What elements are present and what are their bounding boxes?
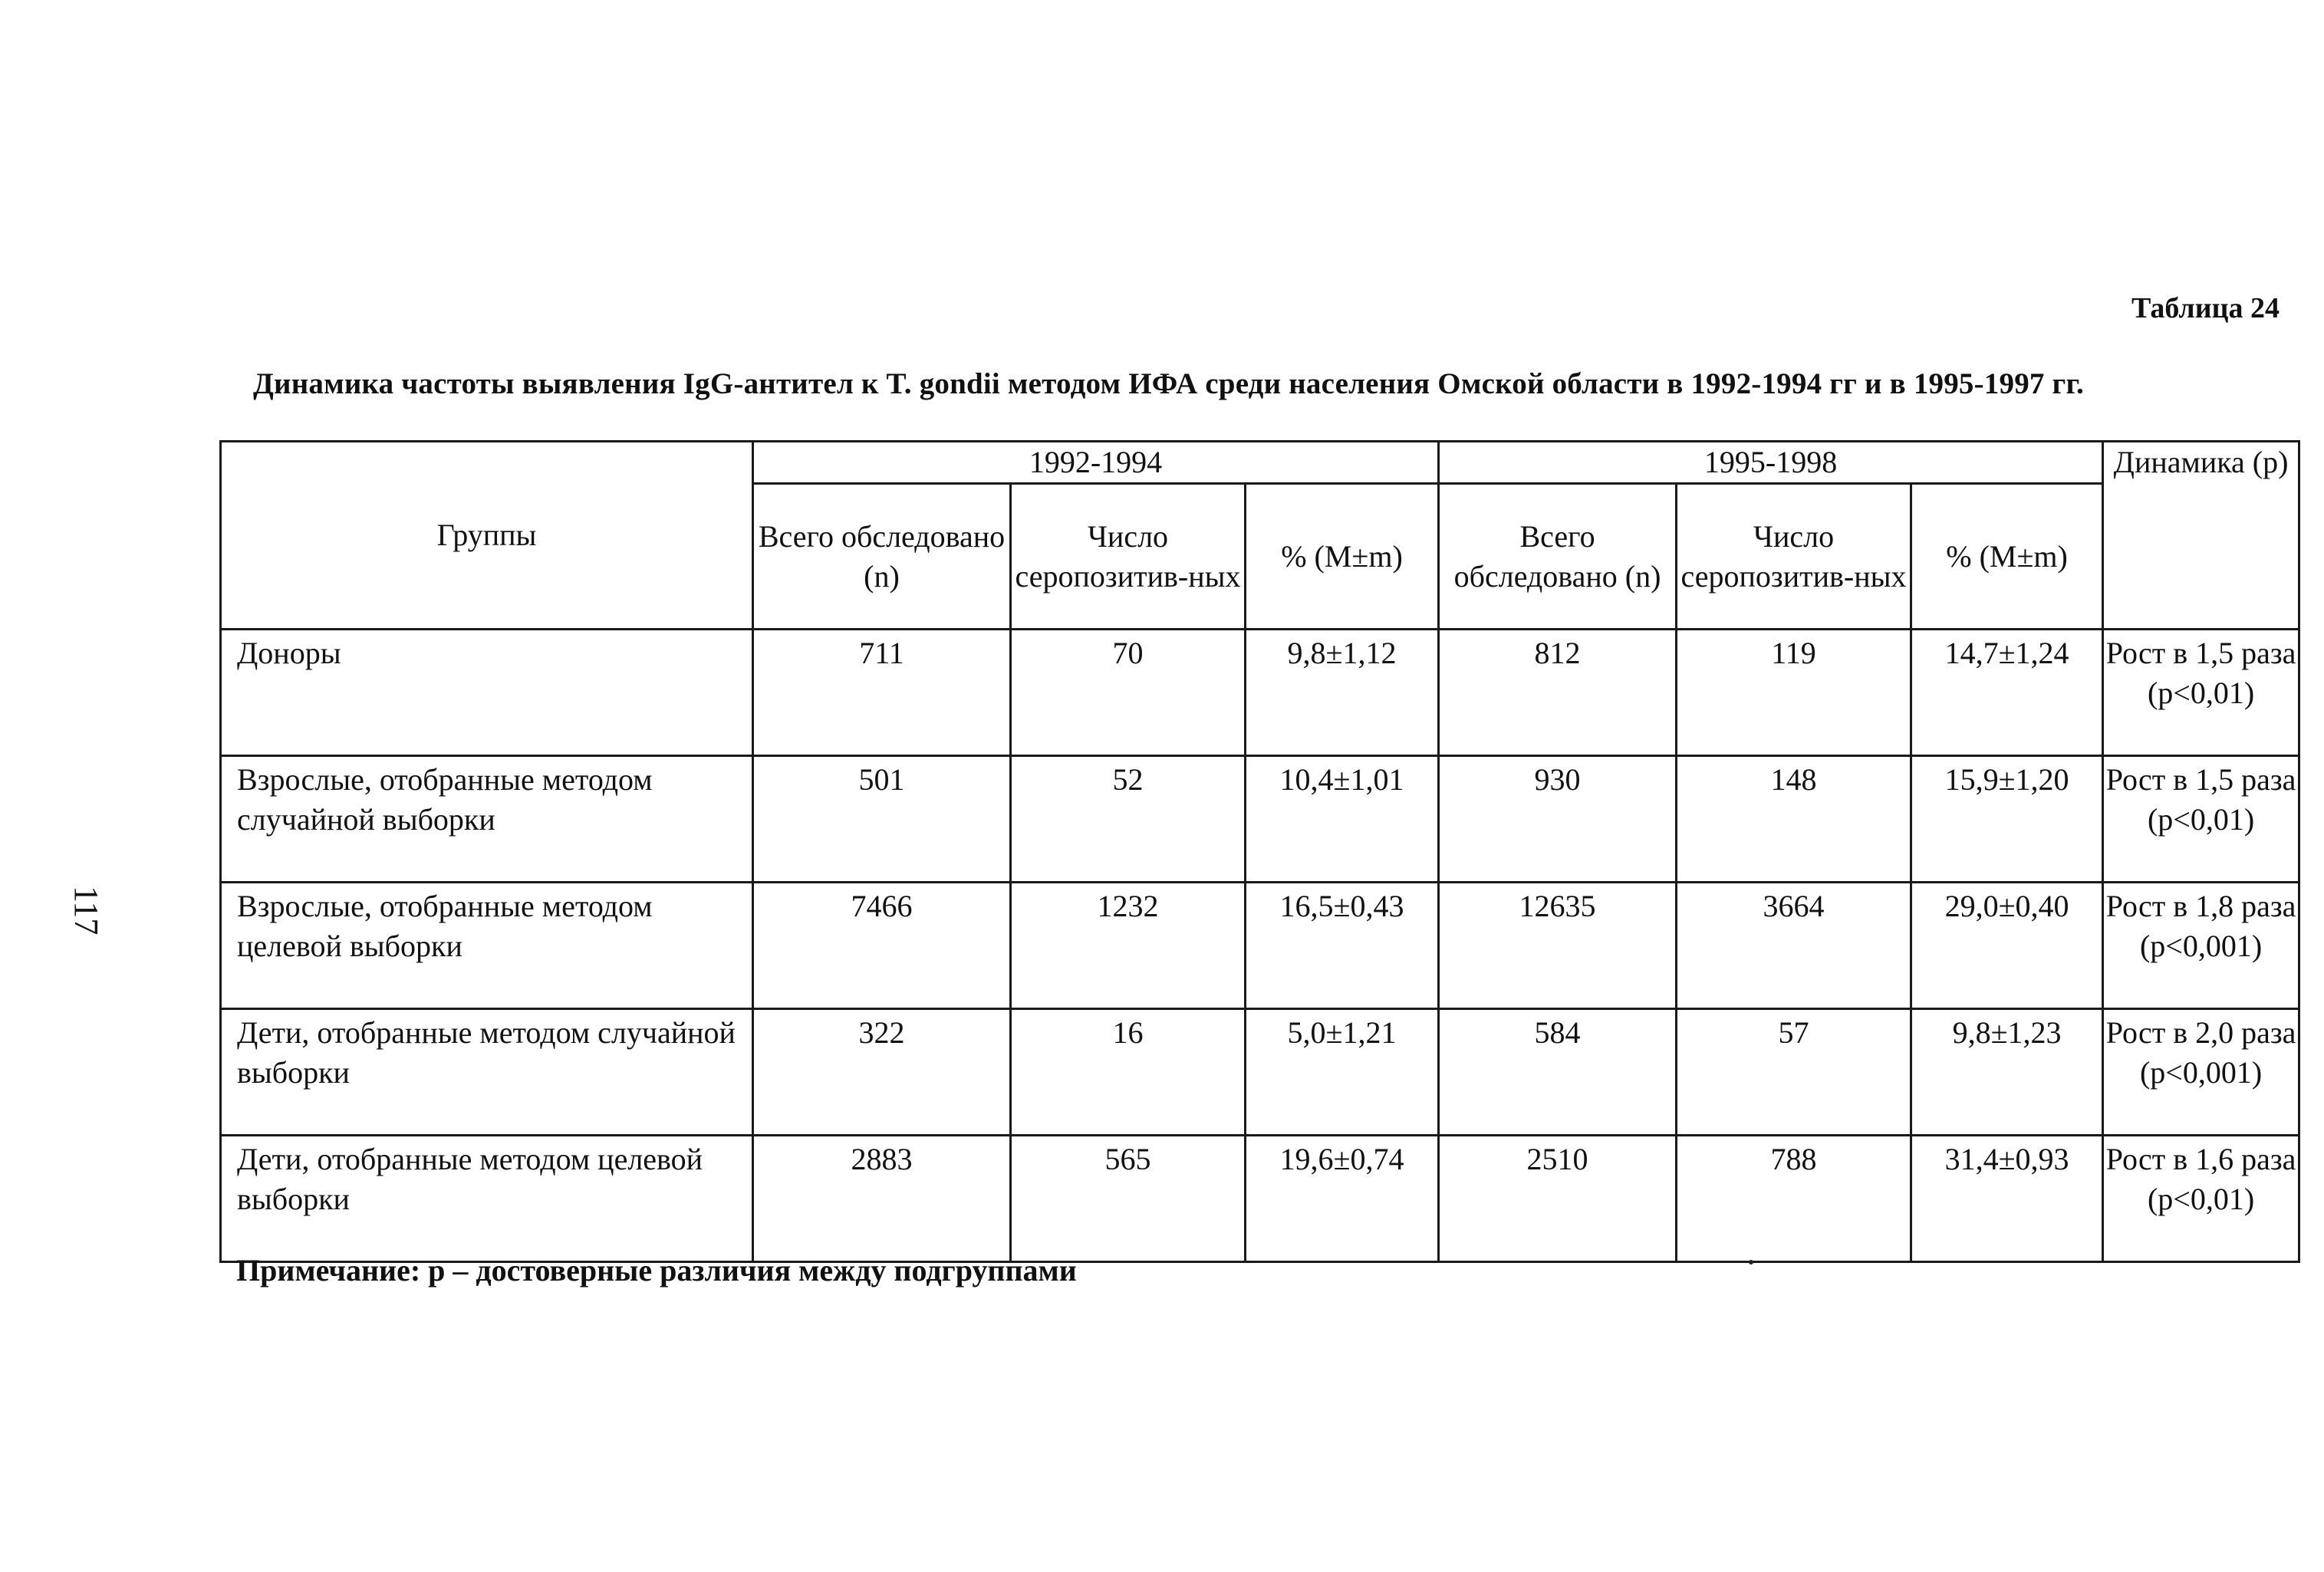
header-groups: Группы xyxy=(221,442,753,630)
cell-total-1: 501 xyxy=(753,756,1011,883)
header-positive-1: Число серопозитив-ных xyxy=(1011,484,1246,630)
cell-total-1: 711 xyxy=(753,630,1011,756)
header-positive-2: Число серопозитив-ных xyxy=(1677,484,1911,630)
cell-pct-1: 10,4±1,01 xyxy=(1246,756,1439,883)
cell-positive-2: 3664 xyxy=(1677,883,1911,1009)
cell-positive-1: 70 xyxy=(1011,630,1246,756)
header-period-2: 1995-1998 xyxy=(1439,442,2103,484)
cell-total-2: 12635 xyxy=(1439,883,1677,1009)
cell-positive-1: 565 xyxy=(1011,1136,1246,1262)
header-pct-1: % (M±m) xyxy=(1246,484,1439,630)
footnote: Примечание: р – достоверные различия между подгруппами xyxy=(236,1253,1077,1288)
cell-group: Дети, отобранные методом целевой выборки xyxy=(221,1136,753,1262)
cell-pct-2: 15,9±1,20 xyxy=(1911,756,2103,883)
page-number: 117 xyxy=(67,886,105,936)
scan-speck xyxy=(1749,1260,1753,1265)
table-title: Динамика частоты выявления IgG-антител к T. gondii методом ИФА среди населения Омской области в 1992-1994 гг и в 1995-1997 гг. xyxy=(253,367,2084,400)
cell-dynamics: Рост в 1,8 раза (р<0,001) xyxy=(2103,883,2299,1009)
cell-positive-2: 788 xyxy=(1677,1136,1911,1262)
cell-positive-2: 119 xyxy=(1677,630,1911,756)
cell-group: Взрослые, отобранные методом целевой выборки xyxy=(221,883,753,1009)
cell-total-2: 812 xyxy=(1439,630,1677,756)
data-table xyxy=(219,440,2300,1263)
cell-group: Доноры xyxy=(221,630,753,756)
cell-positive-2: 148 xyxy=(1677,756,1911,883)
header-pct-2: % (M±m) xyxy=(1911,484,2103,630)
cell-positive-1: 52 xyxy=(1011,756,1246,883)
table-row xyxy=(221,1009,2299,1136)
cell-dynamics: Рост в 1,6 раза (р<0,01) xyxy=(2103,1136,2299,1262)
cell-pct-1: 19,6±0,74 xyxy=(1246,1136,1439,1262)
cell-group: Взрослые, отобранные методом случайной выборки xyxy=(221,756,753,883)
cell-pct-2: 14,7±1,24 xyxy=(1911,630,2103,756)
cell-total-1: 2883 xyxy=(753,1136,1011,1262)
cell-total-2: 930 xyxy=(1439,756,1677,883)
cell-pct-1: 9,8±1,12 xyxy=(1246,630,1439,756)
table-label: Таблица 24 xyxy=(2131,292,2280,324)
cell-dynamics: Рост в 1,5 раза (р<0,01) xyxy=(2103,630,2299,756)
header-dynamics: Динамика (р) xyxy=(2103,442,2299,630)
cell-total-2: 584 xyxy=(1439,1009,1677,1136)
cell-pct-1: 16,5±0,43 xyxy=(1246,883,1439,1009)
table-row xyxy=(221,756,2299,883)
cell-total-1: 7466 xyxy=(753,883,1011,1009)
table-row xyxy=(221,630,2299,756)
table-row xyxy=(221,1136,2299,1262)
cell-total-2: 2510 xyxy=(1439,1136,1677,1262)
header-total-2: Всего обследовано (n) xyxy=(1439,484,1677,630)
cell-dynamics: Рост в 1,5 раза (р<0,01) xyxy=(2103,756,2299,883)
cell-pct-2: 9,8±1,23 xyxy=(1911,1009,2103,1136)
cell-dynamics: Рост в 2,0 раза (р<0,001) xyxy=(2103,1009,2299,1136)
cell-pct-2: 31,4±0,93 xyxy=(1911,1136,2103,1262)
cell-group: Дети, отобранные методом случайной выборки xyxy=(221,1009,753,1136)
cell-positive-2: 57 xyxy=(1677,1009,1911,1136)
cell-pct-2: 29,0±0,40 xyxy=(1911,883,2103,1009)
cell-positive-1: 1232 xyxy=(1011,883,1246,1009)
header-period-1: 1992-1994 xyxy=(753,442,1439,484)
cell-positive-1: 16 xyxy=(1011,1009,1246,1136)
header-total-1: Всего обследовано (n) xyxy=(753,484,1011,630)
cell-total-1: 322 xyxy=(753,1009,1011,1136)
cell-pct-1: 5,0±1,21 xyxy=(1246,1009,1439,1136)
table-row xyxy=(221,883,2299,1009)
